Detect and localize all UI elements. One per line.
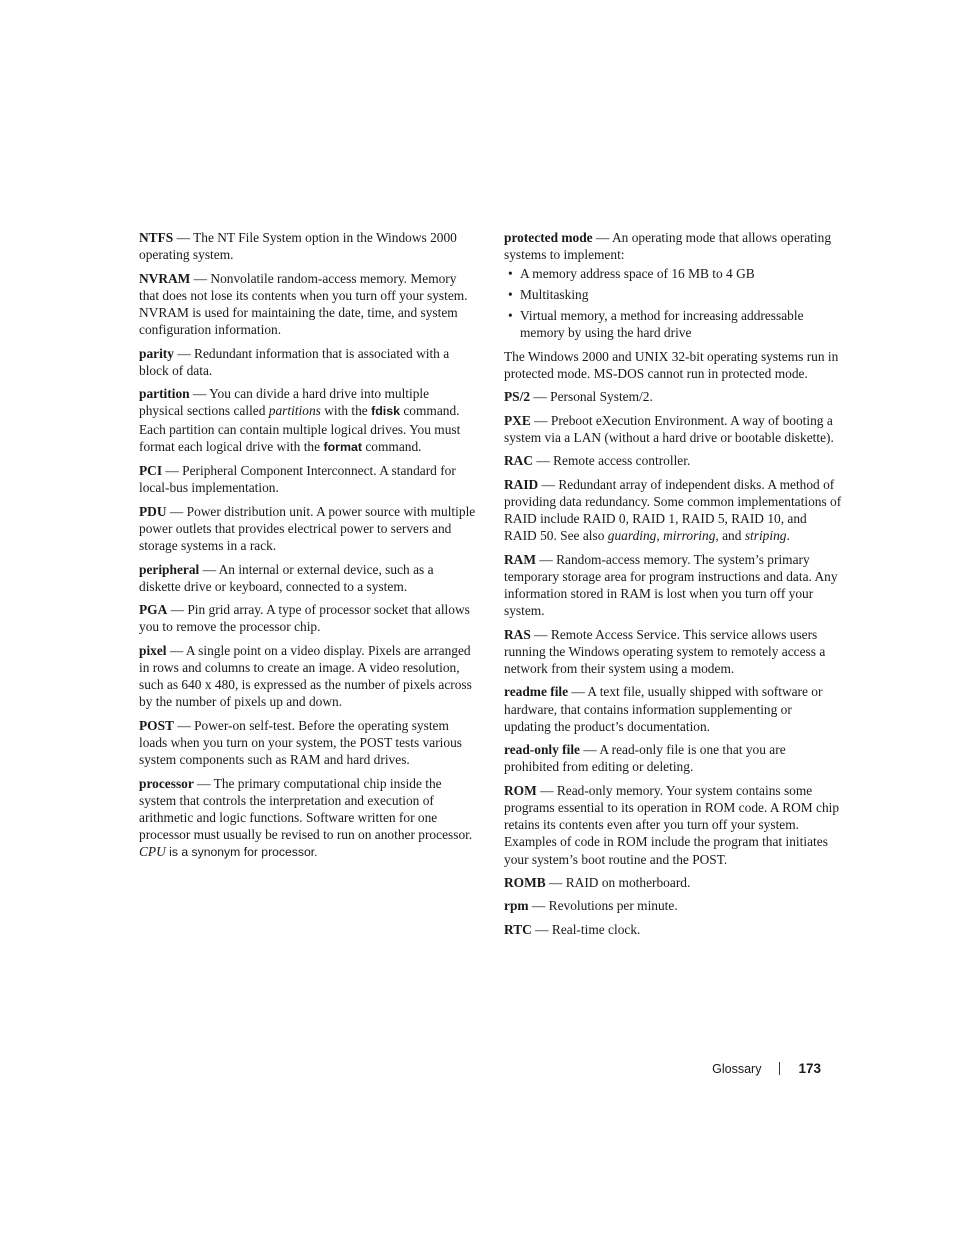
entry-readme-file — [504, 683, 842, 735]
definition: is a synonym for processor. — [165, 845, 318, 860]
entry-read-only-file — [504, 741, 842, 775]
entry-processor — [139, 775, 477, 862]
entry-ps2 — [504, 388, 842, 405]
entry-parity — [139, 345, 477, 379]
definition: command. — [362, 438, 422, 454]
list-item: • Multitasking — [504, 286, 842, 303]
definition: — An operating mode that allows operating systems to implement: — [504, 230, 832, 263]
term: PS/2 — [504, 389, 531, 405]
entry-peripheral — [139, 561, 477, 595]
term: rpm — [504, 898, 529, 914]
italic-term: mirroring — [663, 528, 716, 544]
term: partition — [139, 386, 190, 402]
definition: — Remote access controller. — [533, 453, 691, 469]
definition: — Nonvolatile random-access memory. Memory that does not lose its contents when you turn off your system. NVRAM is used for maintaining the date, time, and system configuration information. — [139, 270, 468, 338]
entry-pdu — [139, 503, 477, 555]
entry-rpm — [504, 897, 842, 914]
definition: — An internal or external device, such as a diskette drive or keyboard, connected to a system. — [139, 561, 434, 594]
entry-pci — [139, 462, 477, 496]
command-name: format — [323, 439, 362, 454]
entry-partition — [139, 385, 477, 456]
definition: — A single point on a video display. Pixels are arranged in rows and columns to create an image. A video resolution, such as 640 x 480, is expressed as the number of pixels across by the number of pixels up and down. — [139, 642, 472, 710]
term: NTFS — [139, 230, 174, 245]
entry-ntfs — [139, 229, 477, 263]
command-name: fdisk — [371, 404, 401, 419]
term: readme file — [504, 684, 569, 700]
footer-divider — [779, 1062, 780, 1075]
definition: , and — [715, 528, 745, 544]
definition: — Preboot eXecution Environment. A way of booting a system via a LAN (without a hard drive or bootable diskette). — [504, 412, 834, 445]
definition: — A read-only file is one that you are prohibited from editing or deleting. — [504, 742, 786, 775]
italic-term: partitions — [268, 403, 321, 419]
definition: — Peripheral Component Interconnect. A standard for local-bus implementation. — [139, 463, 456, 496]
bullet-list — [504, 265, 842, 341]
right-column — [504, 229, 842, 944]
term: RAM — [504, 551, 536, 567]
entry-pga — [139, 601, 477, 635]
term: peripheral — [139, 561, 200, 577]
definition: command. Each partition can contain multiple logical drives. You must format each logical drive with the — [139, 403, 461, 454]
definition: — Pin grid array. A type of processor socket that allows you to remove the processor chip. — [139, 602, 470, 635]
definition: — Power-on self-test. Before the operating system loads when you turn on your system, the POST tests various system components such as RAM and hard drives. — [139, 717, 462, 768]
entry-ras — [504, 626, 842, 678]
definition: with the — [320, 403, 372, 419]
term: processor — [139, 775, 194, 791]
definition: , — [656, 528, 664, 544]
term: POST — [139, 717, 174, 733]
term: RAC — [504, 453, 534, 469]
footer-section-title: Glossary — [712, 1061, 762, 1076]
italic-term: guarding — [607, 528, 657, 544]
term: RTC — [504, 921, 532, 937]
term: pixel — [139, 642, 167, 658]
entry-ram — [504, 551, 842, 620]
term: parity — [139, 345, 174, 361]
term: PDU — [139, 503, 167, 519]
definition: — Redundant array of independent disks. A method of providing data redundancy. Some common implementations of RAID include RAID 0, RAID 1, RAID 5, RAID 10, and RAID 50. See also — [504, 476, 842, 544]
definition: . — [786, 528, 790, 544]
left-column — [139, 229, 477, 868]
page-footer — [712, 1061, 821, 1076]
entry-raid — [504, 476, 842, 545]
entry-post — [139, 717, 477, 769]
entry-rtc — [504, 921, 842, 938]
definition: — Random-access memory. The system’s primary temporary storage area for program instructions and data. Any information stored in RAM is lost when you turn off your system. — [504, 551, 838, 619]
term: protected mode — [504, 230, 593, 245]
entry-pixel — [139, 642, 477, 711]
definition: — Real-time clock. — [531, 921, 641, 937]
list-item: • Virtual memory, a method for increasing addressable memory by using the hard drive — [504, 307, 842, 341]
definition: — Redundant information that is associated with a block of data. — [139, 345, 450, 378]
term: NVRAM — [139, 270, 191, 286]
definition: — Power distribution unit. A power source with multiple power outlets that provides electrical power to servers and storage systems in a rack. — [139, 503, 476, 554]
entry-nvram — [139, 270, 477, 339]
definition: — Revolutions per minute. — [528, 898, 678, 914]
entry-protected-mode — [504, 229, 842, 263]
term: RAID — [504, 476, 539, 492]
definition: — You can divide a hard drive into multiple physical sections called — [139, 386, 430, 419]
definition: — A text file, usually shipped with software or hardware, that contains information supplementing or updating the product’s documentation. — [504, 684, 823, 734]
term: read-only file — [504, 742, 580, 758]
term: PCI — [139, 463, 163, 479]
italic-term: striping — [744, 528, 787, 544]
entry-pxe — [504, 412, 842, 446]
entry-rac — [504, 452, 842, 469]
entry-rom — [504, 782, 842, 868]
term: ROMB — [504, 874, 546, 890]
term: PGA — [139, 602, 168, 618]
definition: — Personal System/2. — [530, 389, 653, 405]
page-number: 173 — [798, 1061, 821, 1076]
definition: — Read-only memory. Your system contains some programs essential to its operation in ROM code. A ROM chip retains its contents even after you turn off your system. Examples of code in ROM include the program that initiates your system’s boot routine and the POST. — [504, 782, 840, 867]
protected-mode-note: The Windows 2000 and UNIX 32-bit operating systems run in protected mode. MS-DOS cannot run in protected mode. — [504, 348, 839, 381]
definition: — Remote Access Service. This service allows users running the Windows operating system to remotely access a network from their system using a modem. — [504, 626, 826, 676]
italic-term: CPU — [139, 844, 166, 860]
term: RAS — [504, 626, 531, 642]
entry-romb — [504, 874, 842, 891]
term: PXE — [504, 412, 531, 428]
definition: — The primary computational chip inside the system that controls the interpretation and execution of arithmetic and logic functions. Software written for one processor must usually be revised to run on another processor. — [139, 775, 473, 843]
definition: — RAID on motherboard. — [545, 874, 691, 890]
definition: — The NT File System option in the Windows 2000 operating system. — [139, 230, 457, 263]
term: ROM — [504, 782, 537, 798]
list-item: • A memory address space of 16 MB to 4 GB — [504, 265, 842, 282]
